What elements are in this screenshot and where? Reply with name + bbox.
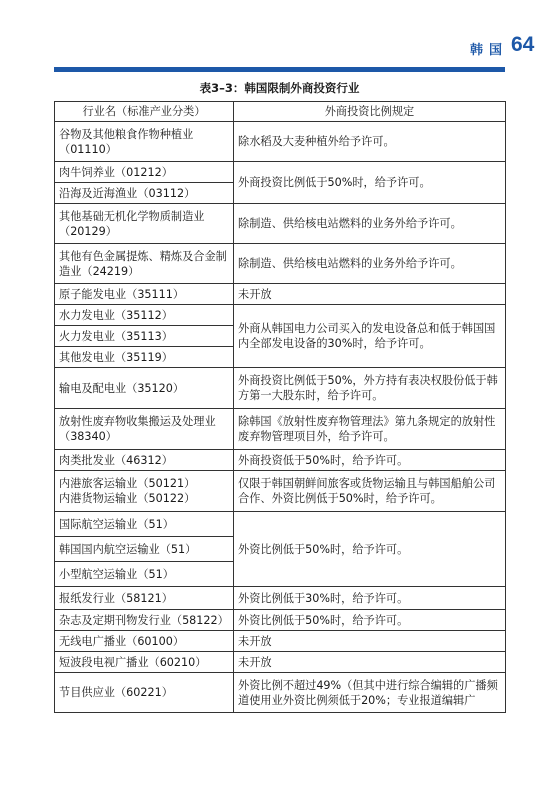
table-caption: 表3–3：韩国限制外商投资行业 xyxy=(199,81,360,95)
industry-cell: 输电及配电业（35120） xyxy=(55,368,234,409)
industry-cell: 火力发电业（35113） xyxy=(55,326,234,347)
industry-cell: 报纸发行业（58121） xyxy=(55,587,234,610)
rule-cell: 外资比例低于50%时，给予许可。 xyxy=(234,512,506,587)
rule-cell: 外资比例低于30%时，给予许可。 xyxy=(234,587,506,610)
industry-cell: 水力发电业（35112） xyxy=(55,305,234,326)
industry-cell: 短波段电视广播业（60210） xyxy=(55,652,234,673)
industry-cell xyxy=(55,471,234,512)
rule-cell: 未开放 xyxy=(234,652,506,673)
industry-cell: 肉类批发业（46312） xyxy=(55,450,234,471)
rule-cell: 外资比例不超过49%（但其中进行综合编辑的广播频道使用业外资比例须低于20%；专业报道编辑广 xyxy=(234,673,506,713)
rule-cell: 除制造、供给核电站燃料的业务外给予许可。 xyxy=(234,244,506,284)
column-header-industry: 行业名（标准产业分类） xyxy=(55,102,234,122)
industry-cell: 其他基础无机化学物质制造业（20129） xyxy=(55,204,234,244)
column-header-rule: 外商投资比例规定 xyxy=(234,102,506,122)
industry-cell: 杂志及定期刊物发行业（58122） xyxy=(55,610,234,631)
restricted-industries-table xyxy=(54,101,506,713)
rule-cell: 未开放 xyxy=(234,631,506,652)
industry-cell: 小型航空运输业（51） xyxy=(55,562,234,587)
industry-cell: 原子能发电业（35111） xyxy=(55,284,234,305)
rule-cell: 外资比例低于50%时，给予许可。 xyxy=(234,610,506,631)
header-rule xyxy=(54,67,505,72)
rule-cell: 外商投资低于50%时，给予许可。 xyxy=(234,450,506,471)
page-number: 64 xyxy=(511,33,535,56)
industry-cell: 其他发电业（35119） xyxy=(55,347,234,368)
rule-cell: 除水稻及大麦种植外给予许可。 xyxy=(234,122,506,162)
rule-cell: 除制造、供给核电站燃料的业务外给予许可。 xyxy=(234,204,506,244)
industry-cell: 沿海及近海渔业（03112） xyxy=(55,183,234,204)
industry-line: 内港货物运输业（50122） xyxy=(59,492,196,505)
industry-cell: 节目供应业（60221） xyxy=(55,673,234,713)
header-country: 韩国 xyxy=(470,43,509,58)
industry-cell: 无线电广播业（60100） xyxy=(55,631,234,652)
rule-cell: 仅限于韩国朝鲜间旅客或货物运输且与韩国船舶公司合作、外资比例低于50%时，给予许可。 xyxy=(234,471,506,512)
rule-cell: 外商投资比例低于50%时，给予许可。 xyxy=(234,162,506,204)
industry-cell: 国际航空运输业（51） xyxy=(55,512,234,537)
rule-cell: 未开放 xyxy=(234,284,506,305)
rule-cell: 除韩国《放射性废弃物管理法》第九条规定的放射性废弃物管理项目外，给予许可。 xyxy=(234,409,506,450)
industry-cell: 其他有色金属提炼、精炼及合金制造业（24219） xyxy=(55,244,234,284)
industry-cell: 谷物及其他粮食作物种植业（01110） xyxy=(55,122,234,162)
rule-cell: 外商从韩国电力公司买入的发电设备总和低于韩国国内全部发电设备的30%时，给予许可。 xyxy=(234,305,506,368)
industry-cell: 肉牛饲养业（01212） xyxy=(55,162,234,183)
rule-cell: 外商投资比例低于50%，外方持有表决权股份低于韩方第一大股东时，给予许可。 xyxy=(234,368,506,409)
industry-line: 内港旅客运输业（50121） xyxy=(59,477,196,490)
industry-cell: 韩国国内航空运输业（51） xyxy=(55,537,234,562)
industry-cell: 放射性废弃物收集搬运及处理业（38340） xyxy=(55,409,234,450)
